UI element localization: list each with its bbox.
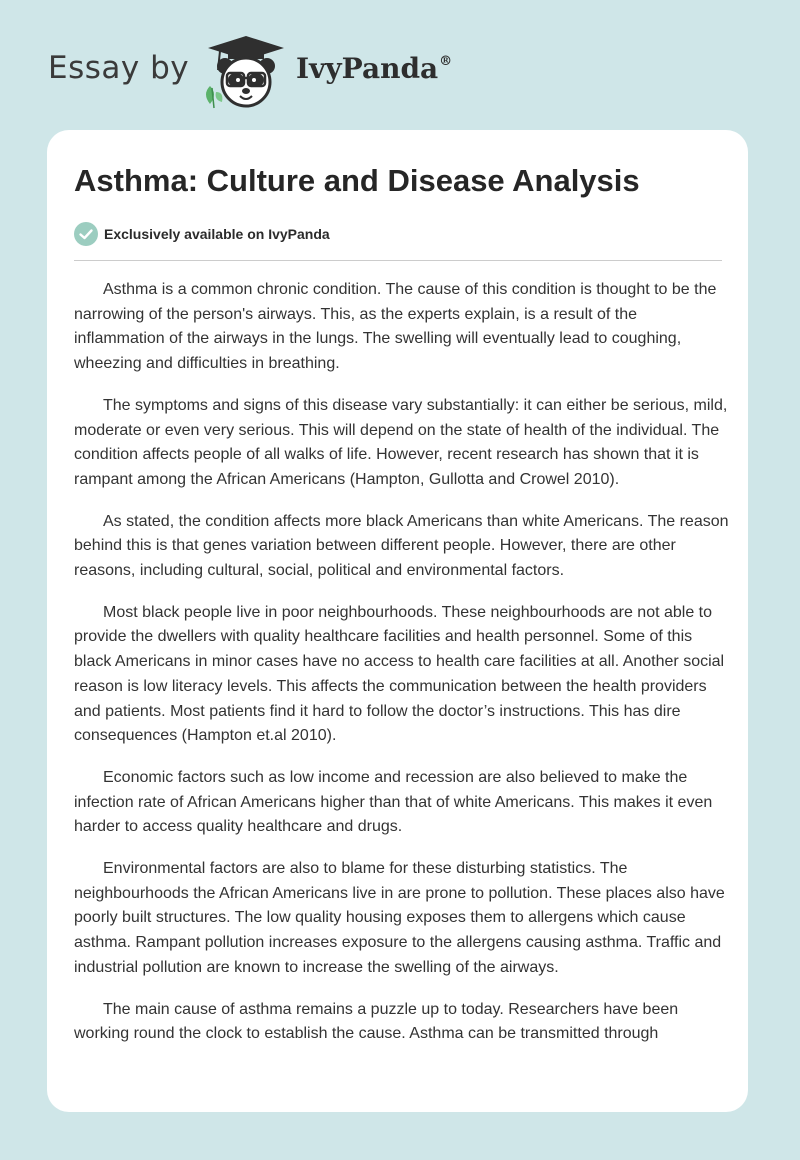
paragraph: Environmental factors are also to blame for these disturbing statistics. The neighbourhoods the African Americans live in are prone to pollution. These places also have poorly built structures. The low quality housing exposes them to allergens which cause asthma. Rampant pollution increases exposure to the allergens causing asthma. Traffic and industrial pollution are known to increase the swelling of the airways. [74, 860, 725, 976]
check-circle-icon [74, 222, 98, 246]
title-divider [74, 260, 722, 261]
site-header [0, 0, 800, 130]
paragraph: As stated, the condition affects more black Americans than white Americans. The reason behind this is that genes variation between different people. However, there are other reasons, including cultural, social, political and environmental factors. [74, 512, 729, 580]
panda-graduate-icon[interactable] [200, 36, 292, 110]
paragraph: The symptoms and signs of this disease vary substantially: it can either be serious, mild, moderate or even very serious. This will depend on the state of health of the individual. The condition affects people of all walks of life. However, recent research has shown that it is rampant among the African Americans (Hampton, Gullotta and Crowel 2010). [74, 396, 728, 488]
paragraph: Economic factors such as low income and recession are also believed to make the infection rate of African Americans higher than that of white Americans. This makes it even harder to access quality healthcare and drugs. [74, 768, 713, 836]
brand-name [296, 52, 452, 85]
essay-card [47, 130, 748, 1112]
exclusive-badge [74, 222, 330, 246]
registered-mark: ® [439, 54, 453, 69]
essay-body [74, 278, 729, 1064]
essay-title: Asthma: Culture and Disease Analysis [74, 163, 640, 198]
essay-by-label: Essay by [48, 50, 190, 86]
paragraph: Asthma is a common chronic condition. The cause of this condition is thought to be the narrowing of the person's airways. This, as the experts explain, is a result of the inflammation of the airways in the lungs. The swelling will eventually lead to coughing, wheezing and difficulties in breathing. [74, 281, 717, 373]
exclusive-badge-text: Exclusively available on IvyPanda [104, 226, 330, 242]
brand-name-text: IvyPanda [296, 52, 439, 85]
paragraph: Most black people live in poor neighbourhoods. These neighbourhoods are not able to provide the dwellers with quality healthcare facilities and health personnel. Some of this black Americans in minor cases have no access to health care facilities at all. Another social reason is low literacy levels. This affects the communication between the health providers and patients. Most patients find it hard to follow the doctor’s instructions. This has dire consequences (Hampton et.al 2010). [74, 603, 725, 745]
paragraph: The main cause of asthma remains a puzzle up to today. Researchers have been working round the clock to establish the cause. Asthma can be transmitted through [74, 1000, 679, 1043]
